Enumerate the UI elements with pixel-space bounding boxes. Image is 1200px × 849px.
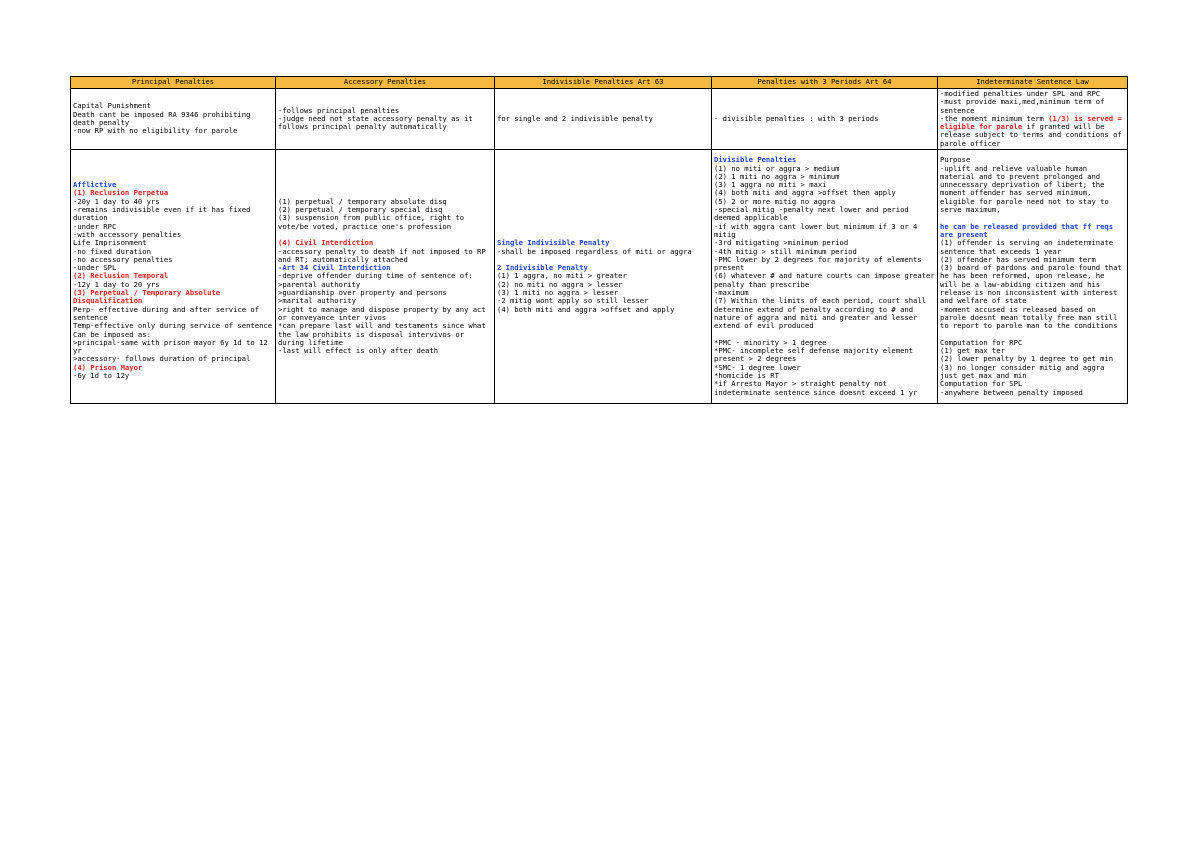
cell-line: Temp-effective only during service of sentence [73,321,273,331]
cell-line-segment: if granted will be release subject to terms and conditions of parole officer [940,122,1127,148]
cell-line: -anywhere between penalty imposed [940,387,1083,397]
cell-line: (5) 2 or more mitig no aggra [714,196,836,206]
cell-principal-capital [71,89,276,150]
cell-line: (3) 1 miti no aggra > lesser [497,288,619,298]
cell-principal-afflictive [71,150,276,404]
cell-line: *PMC - minority > 1 degree [714,337,827,347]
cell-line: >principal-same with prison mayor 6y 1d to 12 yr [73,337,273,356]
cell-line: (2) Reclusion Temporal [73,271,169,281]
cell-line: -6y 1d to 12y [73,370,130,380]
cell-isl-general [938,89,1128,150]
cell-line: -with accessory penalties [73,229,182,239]
cell-line: (3) board of pardons and parole found that he has been reformed, upon release, he will be a law-abiding citizen and his release is non inconsistent with interest and welfare of state [940,263,1127,306]
cell-line: *can prepare last will and testaments since what the law prohibits is disposal intervivos or during lifetime [278,321,491,347]
cell-line: Computation for SPL [940,379,1023,389]
cell-line: >parental authority [278,279,361,289]
header-accessory-penalties: Accessory Penalties [276,77,495,89]
cell-line: (4) Civil Interdiction [278,238,374,248]
cell-line: (4) both miti and aggra >offset and apply [497,304,675,314]
penalties-table [70,76,1128,404]
cell-line: Divisible Penalties [714,155,797,165]
cell-accessory-list [276,150,495,404]
cell-line: -12y 1 day to 20 yrs [73,279,160,289]
cell-line: Single Indivisible Penalty [497,238,610,248]
cell-line: (1) no miti or aggra > medium [714,163,840,173]
cell-line: >accessory- follows duration of principal [73,354,251,364]
cell-line: (2) 1 miti no aggra > minimum [714,171,840,181]
header-three-period-penalties: Penalties with 3 Periods Art 64 [712,77,938,89]
cell-line: (1) perpetual / temporary absolute disq [278,196,447,206]
cell-line: -must provide maxi,med,minimum term of sentence [940,97,1109,115]
cell-line: -Art 34 Civil Interdiction [278,263,391,273]
cell-line: -PMC lower by 2 degrees for majority of elements present [714,254,927,273]
cell-line: -no fixed duration [73,246,151,256]
cell-line: -4th mitig > still minimum period [714,246,857,256]
cell-line: -now RP with no eligibility for parole [73,126,238,136]
cell-line: (1) Reclusion Perpetua [73,188,169,198]
cell-line: -if with aggra cant lower but minimum if 3 or 4 mitig [714,221,922,239]
cell-line: (2) no miti no aggra > lesser [497,279,623,289]
cell-line: Computation for RPC [940,337,1023,347]
cell-line: he can be released provided that ff reqs are present [940,221,1118,239]
cell-line: -no accessory penalties [73,254,173,264]
cell-line: >guardianship over property and persons [278,288,447,298]
cell-line: >marital authority [278,296,356,306]
cell-line: (3) suspension from public office, right to vote/be voted, practice one's profession [278,213,469,231]
table-row [71,150,1128,404]
cell-isl-purpose [938,150,1128,404]
cell-line: *SMC- 1 degree lower [714,362,801,372]
cell-line: (1) offender is serving an indeterminate sentence that exceeds 1 year [940,238,1118,256]
cell-line: (1) get max ter [940,346,1005,356]
cell-line [940,115,1125,148]
cell-line: Death cant be imposed RA 9346 prohibiting death penalty [73,109,255,128]
cell-line: (4) Prison Mayor [73,362,143,372]
cell-line: (2) lower penalty by 1 degree to get min [940,354,1114,364]
cell-line: -follows principal penalties [278,105,400,115]
cell-line: (4) both miti and aggra >offset then apply [714,188,896,198]
cell-line: Capital Punishment [73,101,151,111]
cell-line: (1) 1 aggra, no miti > greater [497,271,627,281]
cell-line: -accessory penalty to death if not imposed to RP and RT; automatically attached [278,246,491,264]
cell-line: Perp- effective during and after service of sentence [73,304,264,322]
cell-divisible-rules [712,150,938,404]
cell-accessory-general [276,89,495,150]
cell-line: (3) Perpetual / Temporary Absolute Disqualification [73,288,225,306]
cell-line: -under RPC [73,221,117,231]
cell-line: (2) perpetual / temporary special disq [278,205,443,215]
cell-line: (2) offender has served minimum term [940,254,1096,264]
cell-line: -20y 1 day to 40 yrs [73,196,160,206]
cell-line: -modified penalties under SPL and RPC [940,89,1101,98]
cell-line: -3rd mitigating >minimum period [714,238,849,248]
cell-line: *if Arresto Mayor > straight penalty not indeterminate sentence since doesnt exceed 1 yr [714,379,918,397]
cell-line: -judge need not state accessory penalty as it follows principal penalty automatically [278,113,478,132]
cell-line-segment: (1/3) is served = eligible for parole [940,113,1127,132]
cell-line: >right to manage and dispose property by any act or conveyance inter vivos [278,304,491,322]
cell-line: -remains indivisible even if it has fixed duration [73,205,255,223]
header-indeterminate-sentence-law: Indeterminate Sentence Law [938,77,1128,89]
cell-line: Life Imprisonment [73,238,147,248]
cell-line: (3) 1 aggra no miti > maxi [714,180,827,190]
cell-indivisible-general [495,89,712,150]
cell-line: -special mitig -penalty next lower and period deemed applicable [714,205,914,223]
cell-three-period-general [712,89,938,150]
table-row [71,89,1128,150]
cell-line: -under SPL [73,263,117,273]
cell-line: 2 Indivisible Penalty [497,263,588,273]
cell-line: (6) whatever # and nature courts can impose greater penalty than prescribe [714,271,940,289]
cell-line: -maximum [714,288,749,298]
cell-line: *PMC- incomplete self defense majority element present > 2 degrees [714,346,918,364]
header-row [71,77,1128,89]
cell-line: Afflictive [73,180,117,190]
cell-line: -last will effect is only after death [278,346,439,356]
cell-indivisible-rules [495,150,712,404]
cell-line: -moment accused is released based on parole doesnt mean totally free man still to report to parole man to the conditions [940,304,1122,331]
cell-line: - divisible penalties : with 3 periods [714,113,879,123]
cell-line: (7) Within the limits of each period, court shall determine extend of penalty according to # and nature of aggra and miti and greater and lesser extend of evil produced [714,296,931,331]
cell-line: Can be imposed as: [73,329,151,339]
cell-line: -shall be imposed regardless of miti or aggra [497,246,692,256]
header-principal-penalties: Principal Penalties [71,77,276,89]
cell-line: -2 mitig wont apply so still lesser [497,296,649,306]
cell-line: for single and 2 indivisible penalty [497,113,653,123]
header-indivisible-penalties: Indivisible Penalties Art 63 [495,77,712,89]
cell-line: *homicide is RT [714,370,779,380]
cell-line-segment: -the moment minimum term [940,113,1049,123]
cell-line: (3) no longer consider mitig and aggra just get max and min [940,362,1109,380]
cell-line: -uplift and relieve valuable human material and to prevent prolonged and unnecessary deprivation of libert; the moment offender has served minimum, eligible for parole need not to stay to serve maximum, [940,163,1114,215]
cell-line: Purpose [940,155,971,165]
cell-line: -deprive offender during time of sentence of: [278,271,473,281]
